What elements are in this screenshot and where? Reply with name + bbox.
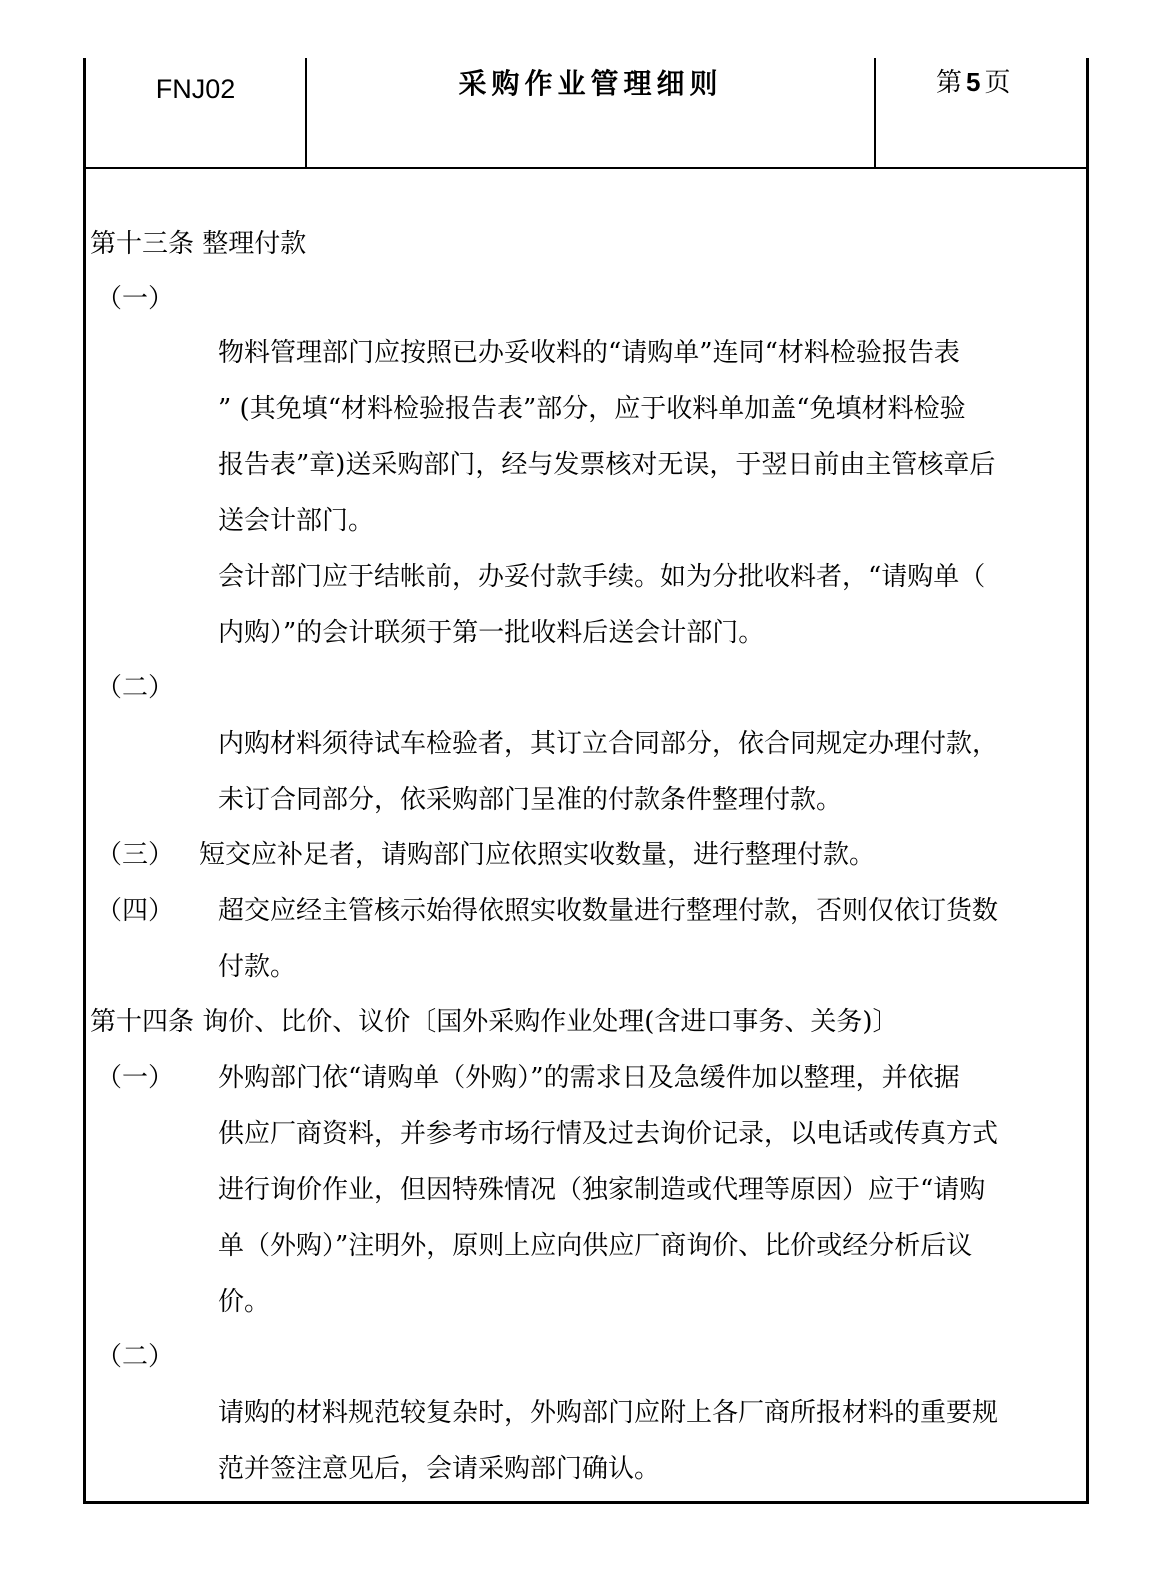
- article-13-item-3-line: 短交应补足者，请购部门应依照实收数量，进行整理付款。: [199, 840, 876, 870]
- doc-code: FNJ02: [155, 74, 236, 104]
- article-13-item-4-line: 付款。: [218, 952, 297, 982]
- page-suffix: 页: [984, 68, 1011, 98]
- article-14-item-2-line: 范并签注意见后，会请采购部门确认。: [218, 1454, 661, 1484]
- article-13-item-1-line: 报告表”章)送采购部门，经与发票核对无误，于翌日前由主管核章后: [218, 450, 996, 480]
- article-14-item-1-line: 外购部门依“请购单（外购）”的需求日及急缓件加以整理，并依据: [218, 1063, 960, 1093]
- article-13-item-1-marker: （一）: [96, 284, 175, 314]
- article-14-item-1-line: 价。: [218, 1287, 271, 1317]
- article-13-item-4-marker: （四）: [96, 896, 175, 926]
- doc-code-cell: [86, 58, 307, 167]
- article-14-item-1-marker: （一）: [96, 1063, 175, 1093]
- doc-title-cell: [307, 58, 876, 167]
- article-13-item-1-line: 内购）”的会计联须于第一批收料后送会计部门。: [218, 618, 765, 648]
- article-13-item-1-line: 物料管理部门应按照已办妥收料的“请购单”连同“材料检验报告表: [218, 338, 960, 368]
- document-header: [86, 58, 1086, 169]
- article-14-item-1-line: 进行询价作业，但因特殊情况（独家制造或代理等原因）应于“请购: [218, 1175, 986, 1205]
- article-13-item-2-line: 未订合同部分，依采购部门呈准的付款条件整理付款。: [218, 785, 843, 815]
- article-13-item-1-line: 送会计部门。: [218, 506, 375, 536]
- article-14-item-2-marker: （二）: [96, 1342, 175, 1372]
- article-14-item-1-line: 供应厂商资料，并参考市场行情及过去询价记录，以电话或传真方式: [218, 1119, 999, 1149]
- article-13-heading: 第十三条 整理付款: [90, 229, 307, 259]
- article-13-item-2-line: 内购材料须待试车检验者，其订立合同部分，依合同规定办理付款，: [218, 729, 999, 759]
- article-13-item-4-line: 超交应经主管核示始得依照实收数量进行整理付款，否则仅依订货数: [218, 896, 999, 926]
- doc-title: 采购作业管理细则: [458, 67, 723, 100]
- page-prefix: 第: [936, 68, 963, 98]
- page-number: [936, 62, 1011, 99]
- page-number-cell: [876, 58, 1086, 167]
- article-13-item-1-line: 会计部门应于结帐前，办妥付款手续。如为分批收料者，“请购单（: [218, 562, 986, 592]
- article-14-heading: 第十四条 询价、比价、议价〔国外采购作业处理(含进口事务、关务)〕: [90, 1007, 899, 1037]
- article-13-item-2-marker: （二）: [96, 673, 175, 703]
- article-13-item-1-line: ” (其免填“材料检验报告表”部分，应于收料单加盖“免填材料检验: [218, 394, 966, 424]
- page-number-value: 5: [966, 67, 981, 97]
- article-13-item-3-marker: （三）: [96, 840, 175, 870]
- document-frame: [83, 58, 1089, 1504]
- article-14-item-1-line: 单（外购）”注明外，原则上应向供应厂商询价、比价或经分析后议: [218, 1231, 973, 1261]
- article-14-item-2-line: 请购的材料规范较复杂时，外购部门应附上各厂商所报材料的重要规: [218, 1398, 999, 1428]
